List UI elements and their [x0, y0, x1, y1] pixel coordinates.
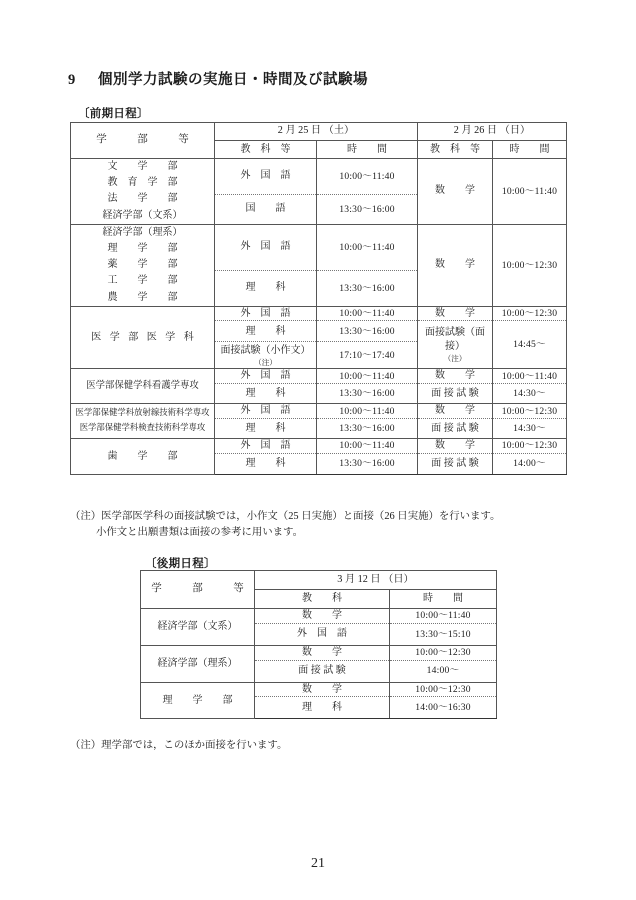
subject-name: 面接試験（小作文） [220, 344, 311, 356]
subject-cell: 理 科 [215, 384, 317, 404]
page-title [68, 68, 368, 89]
subject-cell: 理 科 [215, 419, 317, 439]
time-cell: 13:30～16:00 [317, 270, 418, 306]
time-cell: 10:00～11:40 [317, 404, 418, 419]
zenki-table-note [70, 509, 500, 541]
time-cell: 10:00～12:30 [390, 682, 497, 697]
time-cell: 13:30～16:00 [317, 194, 418, 224]
table-row [141, 645, 497, 660]
faculty-cell [71, 159, 215, 225]
time-cell: 10:00～12:30 [493, 404, 567, 419]
header-date-day1: 2 月 25 日 （土） [215, 123, 418, 141]
header-time-day2: 時 間 [493, 141, 567, 159]
subject-cell: 面 接 試 験 [255, 660, 390, 682]
table-header-row-dates [141, 571, 497, 590]
note-line: 小作文と出願書類は面接の参考に用います。 [96, 527, 303, 539]
faculty-cell: 経済学部（理系） [141, 645, 255, 682]
faculty-name: 工 学 部 [107, 275, 178, 287]
subject-cell: 外 国 語 [215, 306, 317, 321]
subject-cell: 外 国 語 [255, 623, 390, 645]
table-row [71, 369, 567, 384]
faculty-cell: 歯 学 部 [71, 439, 215, 475]
time-cell: 10:00～11:40 [493, 159, 567, 225]
header-subject-day1: 教 科 等 [215, 141, 317, 159]
subject-cell: 理 科 [215, 270, 317, 306]
time-cell: 10:00～12:30 [390, 645, 497, 660]
subject-cell: 数 学 [418, 439, 493, 454]
time-cell: 13:30～16:00 [317, 419, 418, 439]
time-cell: 14:00～ [493, 453, 567, 474]
header-date-day1: 3 月 12 日 （日） [255, 571, 497, 590]
time-cell: 10:00～11:40 [317, 369, 418, 384]
kouki-schedule-table [140, 570, 497, 719]
subject-cell: 数 学 [418, 404, 493, 419]
faculty-cell: 経済学部（文系） [141, 609, 255, 646]
note-line: （注）医学部医学科の面接試験では，小作文（25 日実施）と面接（26 日実施）を行います。 [70, 511, 501, 522]
faculty-name: 経済学部（理系） [102, 226, 183, 238]
time-cell: 14:00～16:30 [390, 697, 497, 719]
faculty-cell: 医 学 部 医 学 科 [71, 306, 215, 369]
subject-cell: 理 科 [215, 453, 317, 474]
faculty-name: 法 学 部 [107, 193, 178, 205]
time-cell: 10:00～11:40 [317, 439, 418, 454]
subject-cell: 数 学 [418, 159, 493, 225]
table-row [141, 682, 497, 697]
note-line: （注）理学部では，このほか面接を行います。 [70, 740, 288, 751]
table-header-row-dates [71, 123, 567, 141]
time-cell: 14:00～ [390, 660, 497, 682]
subject-cell: 数 学 [418, 306, 493, 321]
faculty-name: 経済学部（文系） [102, 209, 183, 221]
header-subject-day2: 教 科 等 [418, 141, 493, 159]
subject-cell: 理 科 [215, 321, 317, 342]
faculty-name: 理 学 部 [107, 242, 178, 254]
time-cell: 10:00～12:30 [493, 306, 567, 321]
subject-cell: 数 学 [255, 645, 390, 660]
time-cell: 13:30～16:00 [317, 453, 418, 474]
subject-cell: 数 学 [255, 609, 390, 624]
table-row [71, 439, 567, 454]
subject-cell: 数 学 [418, 369, 493, 384]
header-time-day1: 時 間 [390, 590, 497, 609]
time-cell: 10:00～11:40 [390, 609, 497, 624]
faculty-name: 文 学 部 [107, 161, 178, 172]
time-cell: 10:00～11:40 [317, 159, 418, 195]
subject-footnote-marker: （注） [443, 354, 467, 364]
kouki-schedule-label: 〔後期日程〕 [145, 558, 216, 570]
subject-cell: 国 語 [215, 194, 317, 224]
table-row [141, 609, 497, 624]
subject-cell: 数 学 [255, 682, 390, 697]
section-title-text: 個別学力試験の実施日・時間及び試験場 [98, 72, 368, 88]
table-row [71, 306, 567, 321]
header-faculty-column: 学 部 等 [71, 123, 215, 159]
time-cell: 14:45～ [493, 321, 567, 369]
page-number: 21 [311, 856, 325, 871]
time-cell: 10:00～11:40 [493, 369, 567, 384]
subject-cell: 外 国 語 [215, 404, 317, 419]
faculty-cell [71, 224, 215, 306]
subject-cell: 外 国 語 [215, 439, 317, 454]
kouki-table-note [70, 738, 287, 754]
header-date-day2: 2 月 26 日 （日） [418, 123, 567, 141]
time-cell: 10:00～12:30 [493, 224, 567, 306]
header-faculty-column: 学 部 等 [141, 571, 255, 609]
subject-cell: 理 科 [255, 697, 390, 719]
time-cell: 10:00～12:30 [493, 439, 567, 454]
time-cell: 10:00～11:40 [317, 306, 418, 321]
subject-cell: 数 学 [418, 224, 493, 306]
time-cell: 13:30～16:00 [317, 384, 418, 404]
subject-cell: 外 国 語 [215, 224, 317, 270]
faculty-cell: 理 学 部 [141, 682, 255, 719]
time-cell: 13:30～15:10 [390, 623, 497, 645]
faculty-name: 農 学 部 [107, 291, 178, 303]
faculty-cell [71, 404, 215, 439]
subject-cell [418, 321, 493, 369]
time-cell: 13:30～16:00 [317, 321, 418, 342]
zenki-schedule-label: 〔前期日程〕 [78, 108, 149, 120]
time-cell: 14:30～ [493, 419, 567, 439]
table-row [71, 404, 567, 419]
header-subject-day1: 教 科 [255, 590, 390, 609]
faculty-name: 薬 学 部 [107, 259, 178, 271]
subject-cell: 面 接 試 験 [418, 384, 493, 404]
subject-cell: 外 国 語 [215, 159, 317, 195]
subject-footnote-marker: （注） [254, 357, 277, 367]
subject-cell: 面 接 試 験 [418, 453, 493, 474]
subject-cell [215, 342, 317, 369]
time-cell: 10:00～11:40 [317, 224, 418, 270]
section-number: 9 [68, 72, 76, 88]
zenki-schedule-table [70, 122, 567, 475]
table-row [71, 224, 567, 270]
subject-name: 面接試験（面接） [425, 327, 485, 353]
faculty-name: 医学部保健学科検査技術科学専攻 [79, 423, 206, 433]
table-row [71, 159, 567, 195]
subject-cell: 面 接 試 験 [418, 419, 493, 439]
faculty-name: 教 育 学 部 [107, 177, 178, 189]
faculty-name: 医学部保健学科放射線技術科学専攻 [75, 408, 210, 418]
subject-cell: 外 国 語 [215, 369, 317, 384]
faculty-cell: 医学部保健学科看護学専攻 [71, 369, 215, 404]
time-cell: 17:10～17:40 [317, 342, 418, 369]
time-cell: 14:30～ [493, 384, 567, 404]
header-time-day1: 時 間 [317, 141, 418, 159]
